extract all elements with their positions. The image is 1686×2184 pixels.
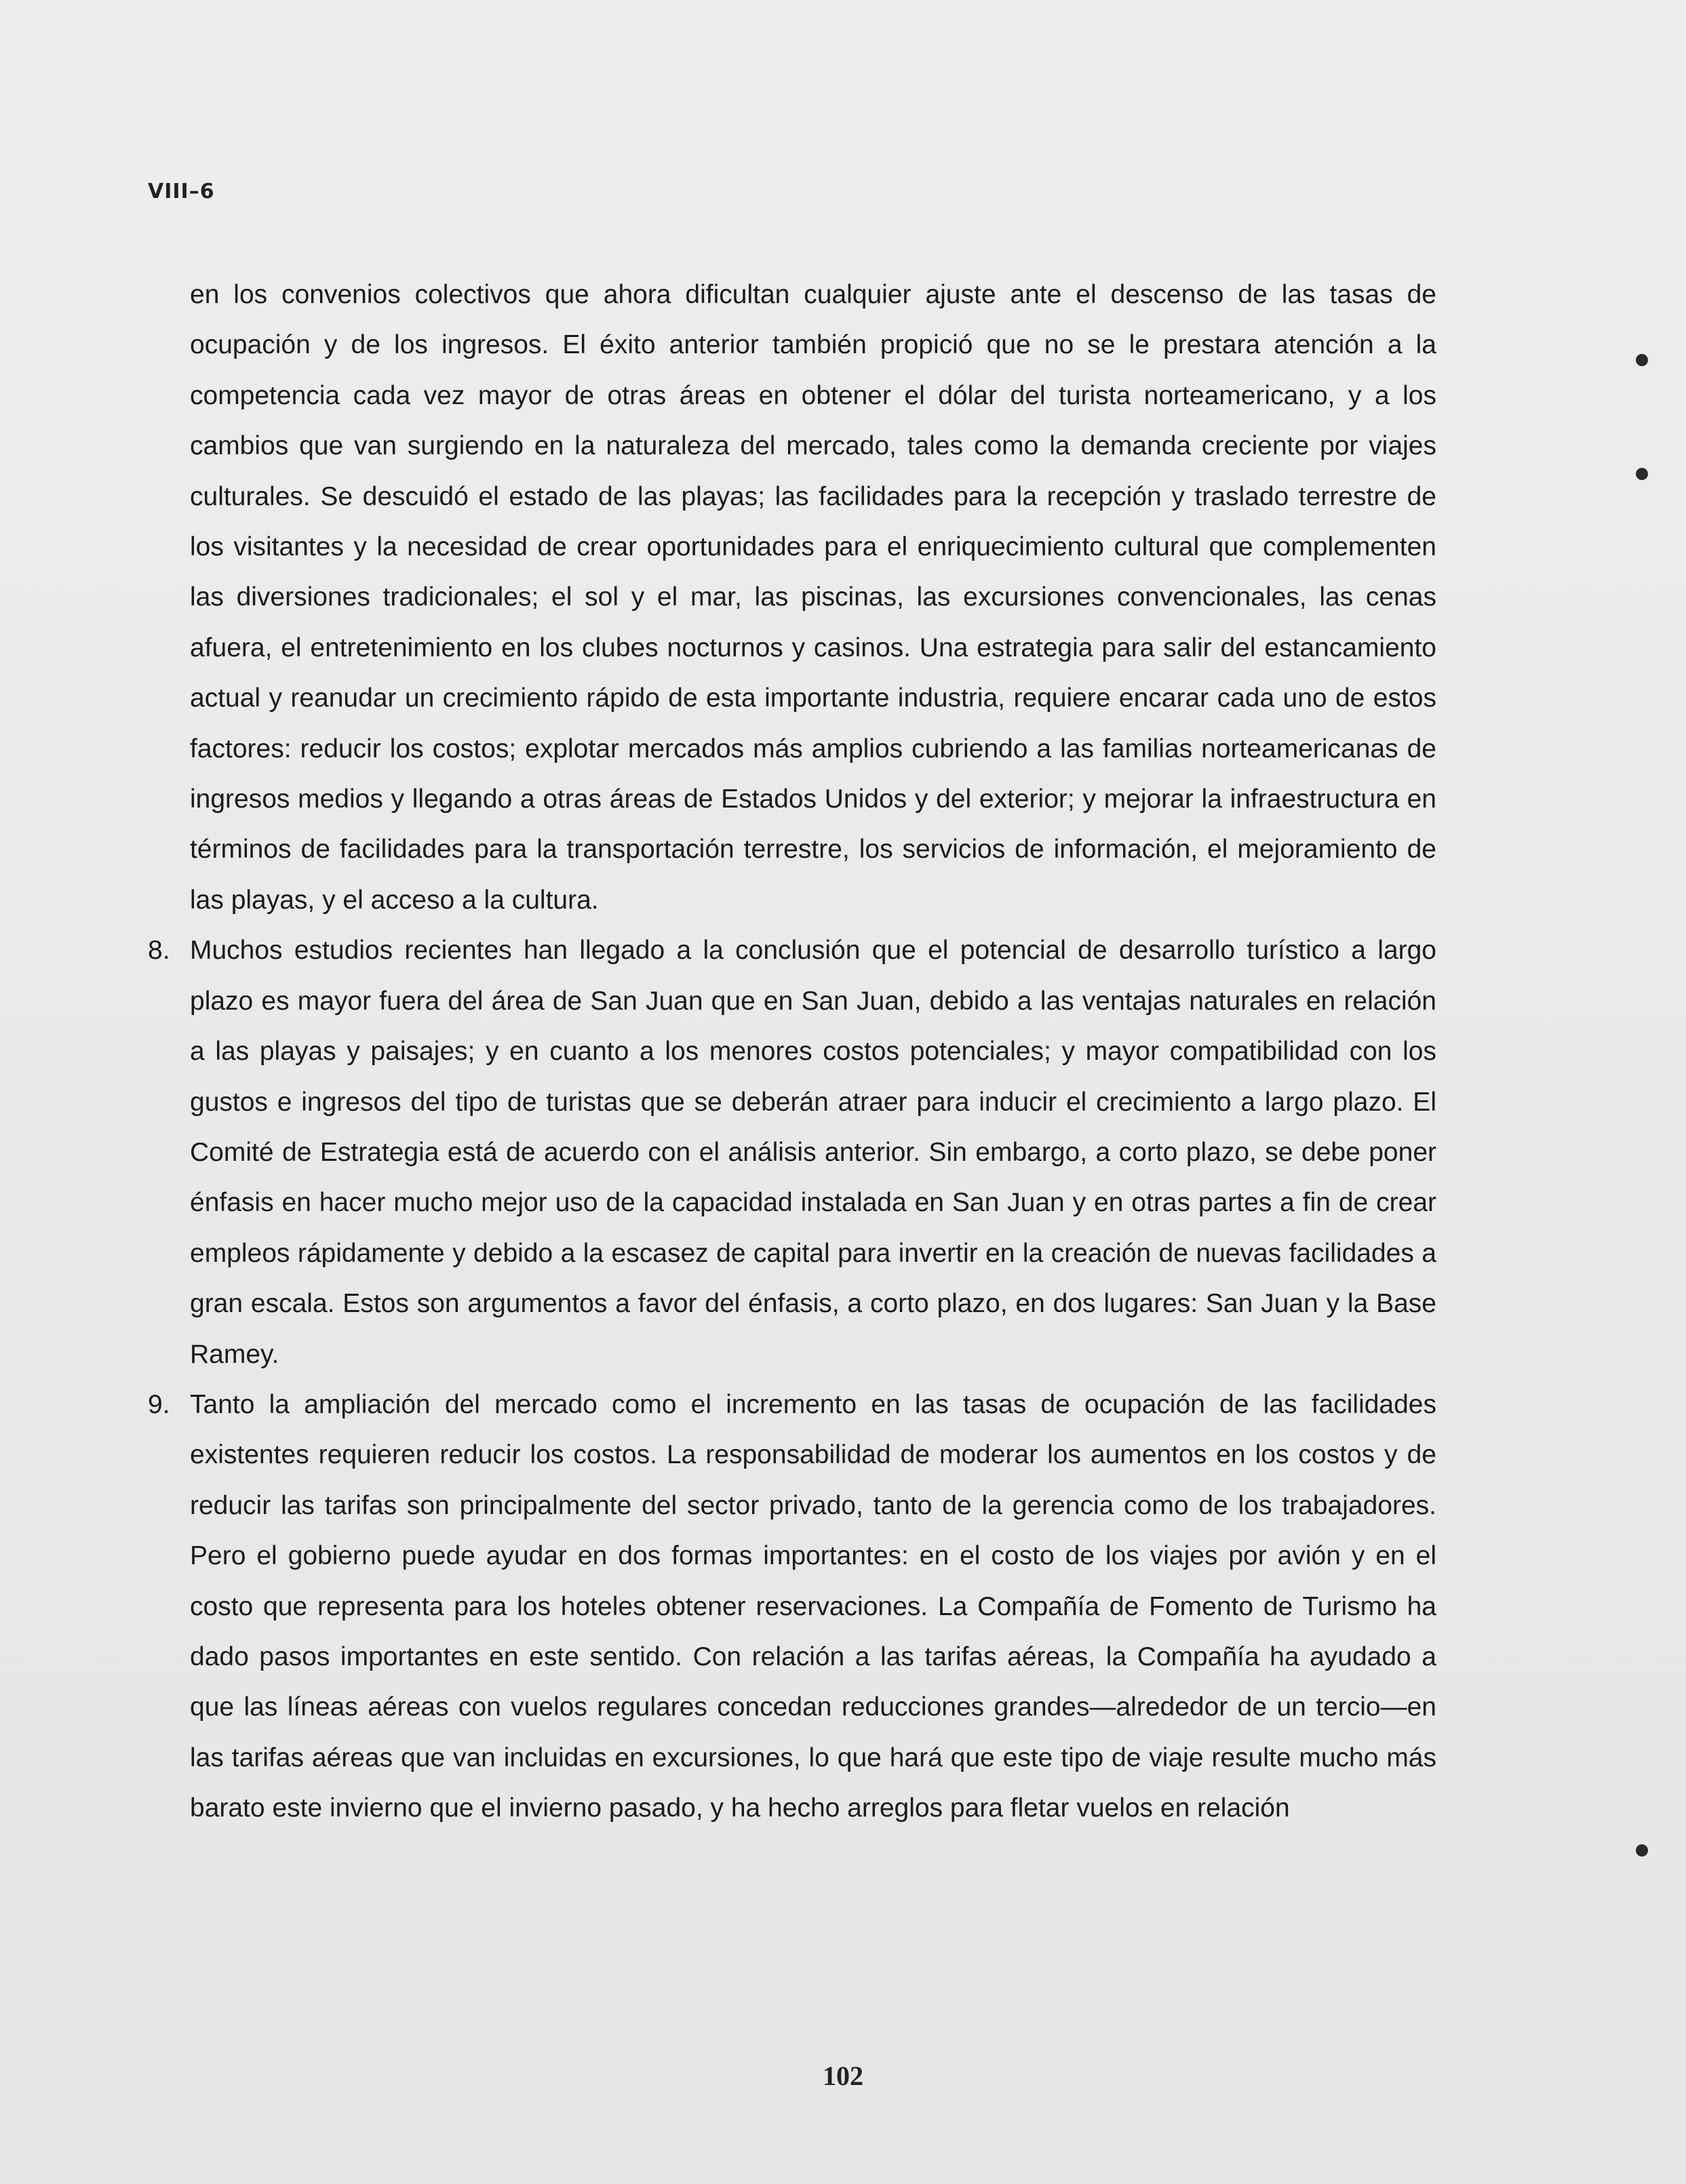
numbered-item-9: [148, 1380, 1436, 1834]
section-label: VIII–6: [148, 180, 215, 203]
numbered-item-8: [148, 926, 1436, 1380]
continuation-paragraph: en los convenios colectivos que ahora dificultan cualquier ajuste ante el descenso de las tasas de ocupación y de los ingresos. El éxito anterior también propició que no se le prestara atención a la competencia cada vez mayor de otras áreas en obtener el dólar del turista norteamericano, y a los cambios que van surgiendo en la naturaleza del mercado, tales como la demanda creciente por viajes culturales. Se descuidó el estado de las playas; las facilidades para la recepción y traslado terrestre de los visitantes y la necesidad de crear oportunidades para el enriquecimiento cultural que complementen las diversiones tradicionales; el sol y el mar, las piscinas, las excursiones convencionales, las cenas afuera, el entretenimiento en los clubes nocturnos y casinos. Una estrategia para salir del estancamiento actual y reanudar un crecimiento rápido de esta importante industria, requiere encarar cada uno de estos factores: reducir los costos; explotar mercados más amplios cubriendo a las familias norteamericanas de ingresos medios y llegando a otras áreas de Estados Unidos y del exterior; y mejorar la infraestructura en términos de facilidades para la transportación terrestre, los servicios de información, el mejoramiento de las playas, y el acceso a la cultura.: [190, 280, 1436, 915]
binder-hole-mark: [1636, 1844, 1648, 1857]
binder-hole-mark: [1636, 468, 1648, 480]
item-text: Tanto la ampliación del mercado como el incremento en las tasas de ocupación de las facilidades existentes requieren reducir los costos. La responsabilidad de moderar los aumentos en los costos y de reducir las tarifas son principalmente del sector privado, tanto de la gerencia como de los trabajadores. Pero el gobierno puede ayudar en dos formas importantes: en el costo de los viajes por avión y en el costo que representa para los hoteles obtener reservaciones. La Compañía de Fomento de Turismo ha dado pasos importantes en este sentido. Con relación a las tarifas aéreas, la Compañía ha ayudado a que las líneas aéreas con vuelos regulares concedan reducciones grandes—alrededor de un tercio—en las tarifas aéreas que van incluidas en excursiones, lo que hará que este tipo de viaje resulte mucho más barato este invierno que el invierno pasado, y ha hecho arreglos para fletar vuelos en relación: [190, 1389, 1436, 1823]
document-body: [148, 270, 1436, 1834]
item-number: 8.: [148, 936, 170, 966]
binder-hole-mark: [1636, 354, 1648, 366]
page-number: 102: [823, 2061, 863, 2091]
item-text: Muchos estudios recientes han llegado a la conclusión que el potencial de desarrollo turístico a largo plazo es mayor fuera del área de San Juan que en San Juan, debido a las ventajas naturales en relación a las playas y paisajes; y en cuanto a los menores costos potenciales; y mayor compatibilidad con los gustos e ingresos del tipo de turistas que se deberán atraer para inducir el crecimiento a largo plazo. El Comité de Estrategia está de acuerdo con el análisis anterior. Sin embargo, a corto plazo, se debe poner énfasis en hacer mucho mejor uso de la capacidad instalada en San Juan y en otras partes a fin de crear empleos rápidamente y debido a la escasez de capital para invertir en la creación de nuevas facilidades a gran escala. Estos son argumentos a favor del énfasis, a corto plazo, en dos lugares: San Juan y la Base Ramey.: [190, 936, 1436, 1369]
item-number: 9.: [148, 1389, 170, 1419]
